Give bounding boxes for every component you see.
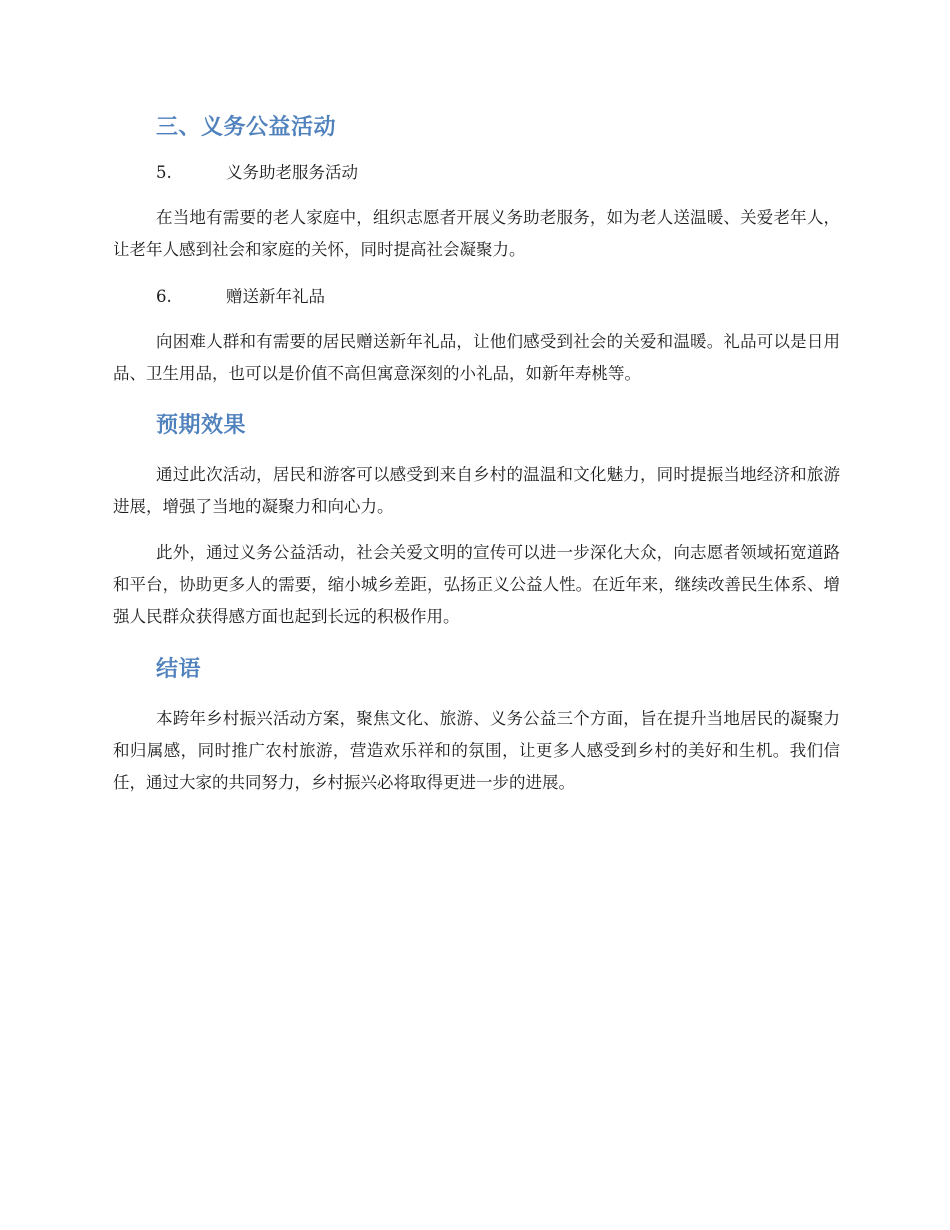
paragraph-elderly-service: 在当地有需要的老人家庭中，组织志愿者开展义务助老服务，如为老人送温暖、关爱老年人，让老年人感到社会和家庭的关怀，同时提高社会凝聚力。 <box>113 208 840 259</box>
list-item-6 <box>156 286 325 308</box>
list-item-5-title: 义务助老服务活动 <box>226 163 358 182</box>
section-heading-public-welfare: 三、义务公益活动 <box>156 115 337 140</box>
paragraph-expected-2: 此外，通过义务公益活动，社会关爱文明的宣传可以进一步深化大众，向志愿者领域拓宽道路和平台，协助更多人的需要，缩小城乡差距，弘扬正义公益人性。在近年来，继续改善民生体系、增强人民群众获得感方面也起到长远的积极作用。 <box>113 543 840 626</box>
paragraph-new-year-gifts: 向困难人群和有需要的居民赠送新年礼品，让他们感受到社会的关爱和温暖。礼品可以是日用品、卫生用品，也可以是价值不高但寓意深刻的小礼品，如新年寿桃等。 <box>113 332 840 383</box>
paragraph-expected-1: 通过此次活动，居民和游客可以感受到来自乡村的温温和文化魅力，同时提振当地经济和旅游进展，增强了当地的凝聚力和向心力。 <box>113 465 840 516</box>
list-item-5 <box>156 162 358 184</box>
list-item-6-title: 赠送新年礼品 <box>226 287 325 306</box>
list-item-6-number: 6. <box>156 287 172 306</box>
section-heading-conclusion: 结语 <box>156 657 202 682</box>
list-item-5-number: 5. <box>156 163 172 182</box>
section-heading-expected-effect: 预期效果 <box>156 413 247 438</box>
paragraph-conclusion: 本跨年乡村振兴活动方案，聚焦文化、旅游、义务公益三个方面，旨在提升当地居民的凝聚力和归属感，同时推广农村旅游，营造欢乐祥和的氛围，让更多人感受到乡村的美好和生机。我们信任，通过大家的共同努力，乡村振兴必将取得更进一步的进展。 <box>113 709 840 792</box>
